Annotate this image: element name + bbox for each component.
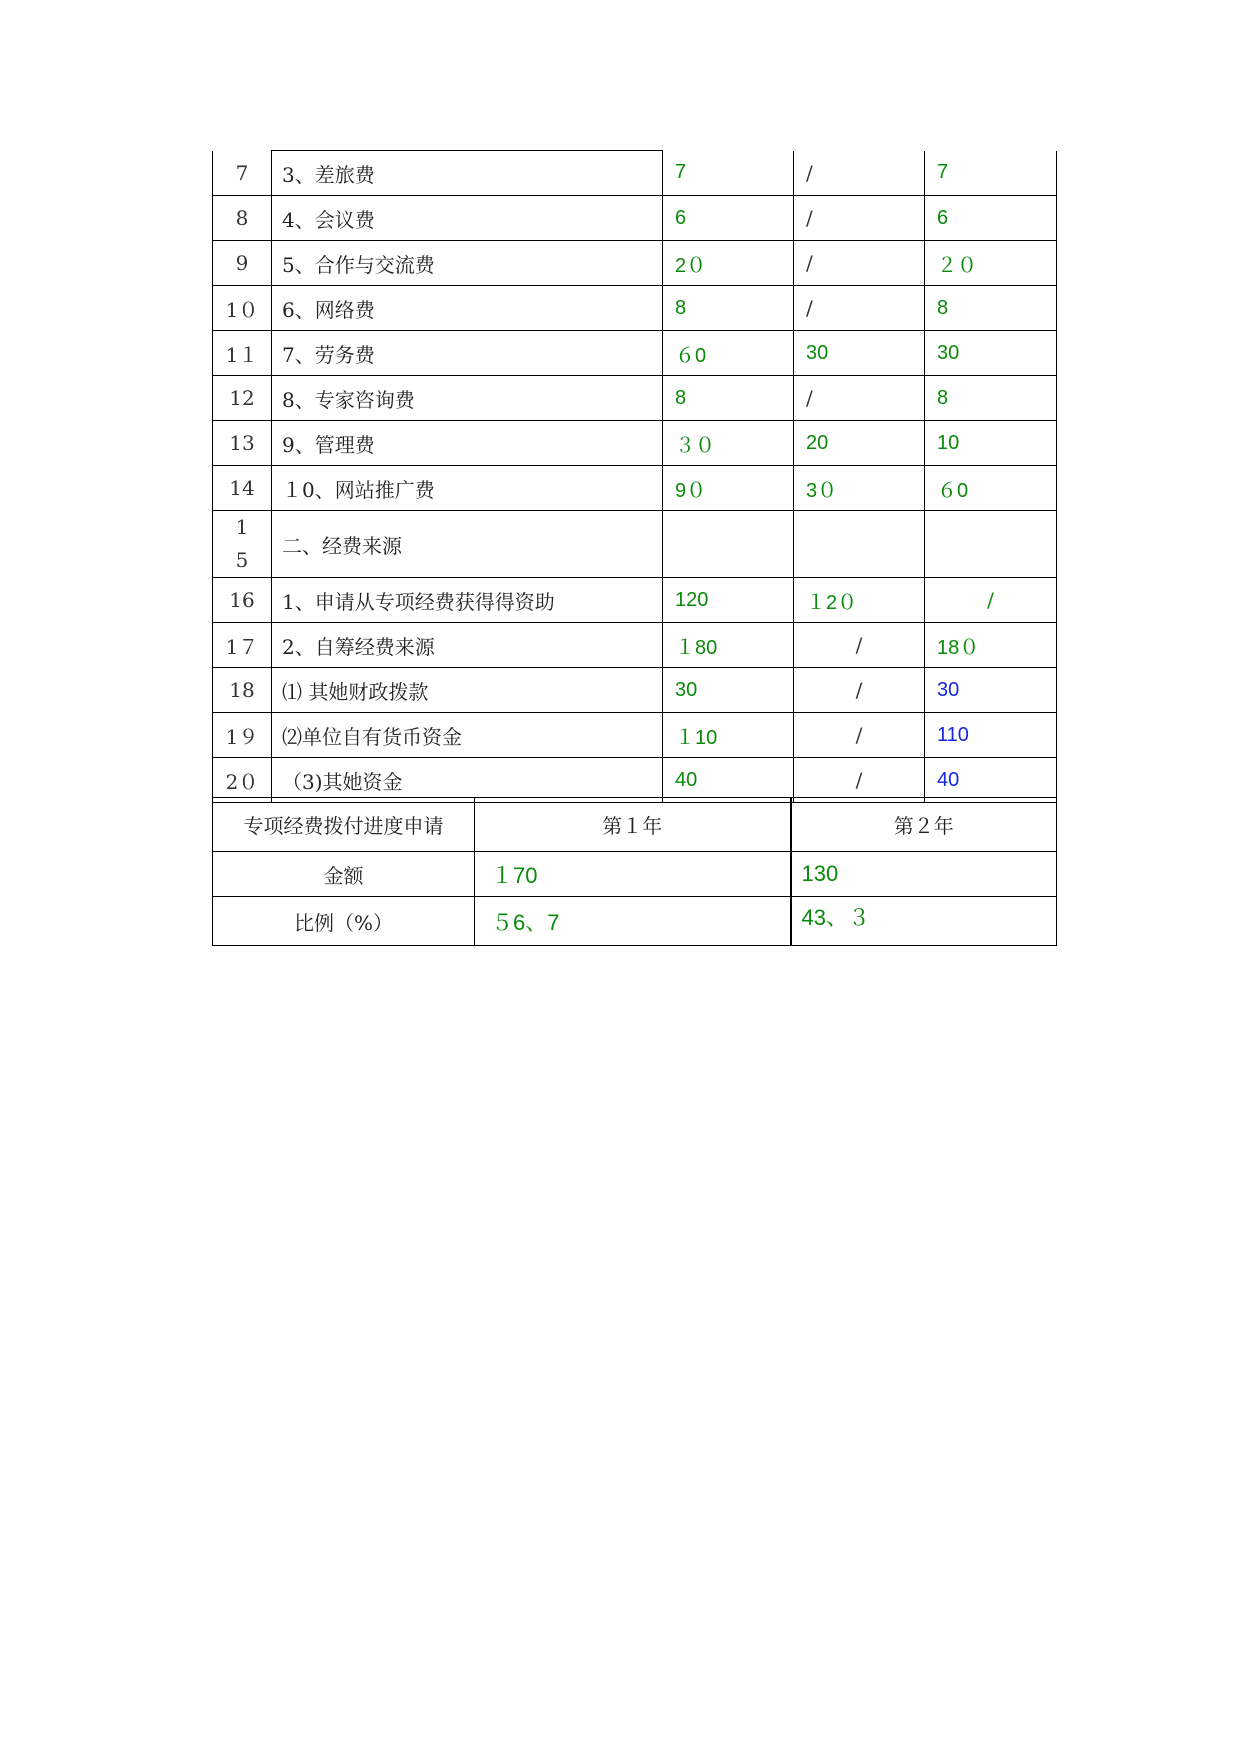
schedule-header-label: 专项经费拨付进度申请	[213, 798, 475, 852]
item-name: １0、网站推广费	[272, 466, 663, 511]
year2-value: 8	[925, 376, 1057, 421]
row-number: 8	[213, 196, 272, 241]
table-row	[213, 286, 1057, 331]
table-row	[213, 668, 1057, 713]
year1-value: 3０	[794, 466, 925, 511]
total-value: １10	[663, 713, 794, 758]
year2-value: 40	[925, 758, 1057, 803]
table-row	[213, 713, 1057, 758]
ratio-year1: ５6、7	[475, 897, 791, 946]
item-name: 3、差旅费	[272, 151, 663, 196]
year2-value: 30	[925, 668, 1057, 713]
row-number: 14	[213, 466, 272, 511]
total-value: 6	[663, 196, 794, 241]
year1-value: /	[794, 668, 925, 713]
year1-value: /	[794, 713, 925, 758]
year1-value: /	[794, 196, 925, 241]
row-number: 18	[213, 668, 272, 713]
year1-value: 30	[794, 331, 925, 376]
row-number: 1７	[213, 623, 272, 668]
total-value: 2０	[663, 241, 794, 286]
year2-value: 7	[925, 151, 1057, 196]
item-name: 9、管理费	[272, 421, 663, 466]
item-name: 7、劳务费	[272, 331, 663, 376]
year1-value: １2０	[794, 578, 925, 623]
year1-value: /	[794, 623, 925, 668]
total-value: ３０	[663, 421, 794, 466]
total-value: 7	[663, 151, 794, 196]
year2-value: 10	[925, 421, 1057, 466]
table-row	[213, 466, 1057, 511]
section-title: 二、经费来源	[272, 511, 663, 578]
amount-year2: 130	[791, 852, 1057, 897]
table-row	[213, 852, 1057, 897]
year2-value: 6	[925, 196, 1057, 241]
row-number: 1０	[213, 286, 272, 331]
table-row	[213, 331, 1057, 376]
total-value: 9０	[663, 466, 794, 511]
year2-value: 30	[925, 331, 1057, 376]
table-row	[213, 578, 1057, 623]
table-row	[213, 421, 1057, 466]
item-name: 6、网络费	[272, 286, 663, 331]
table-row	[213, 897, 1057, 946]
year2-value: 110	[925, 713, 1057, 758]
table-row	[213, 241, 1057, 286]
row-number: 12	[213, 376, 272, 421]
table-row	[213, 151, 1057, 196]
year1-value: /	[794, 376, 925, 421]
year2-value: ６0	[925, 466, 1057, 511]
total-value: ６0	[663, 331, 794, 376]
year1-value: /	[794, 758, 925, 803]
total-value: 8	[663, 376, 794, 421]
ratio-year2: 43、３	[791, 897, 1057, 946]
year2-value: ２０	[925, 241, 1057, 286]
table-row	[213, 798, 1057, 852]
disbursement-schedule-table	[212, 797, 1057, 946]
year2-value	[925, 511, 1057, 578]
row-number: 9	[213, 241, 272, 286]
year2-value: 18０	[925, 623, 1057, 668]
year2-value: 8	[925, 286, 1057, 331]
total-value: 30	[663, 668, 794, 713]
budget-table	[212, 150, 1057, 803]
year2-header: 第２年	[791, 798, 1057, 852]
item-name: 5、合作与交流费	[272, 241, 663, 286]
row-number: 7	[213, 151, 272, 196]
amount-year1: １70	[475, 852, 791, 897]
total-value	[663, 511, 794, 578]
item-name: 4、会议费	[272, 196, 663, 241]
row-number: 1１	[213, 331, 272, 376]
row-number: 13	[213, 421, 272, 466]
row-number: 1 5	[213, 511, 272, 578]
year1-value: /	[794, 151, 925, 196]
total-value: 8	[663, 286, 794, 331]
item-name: 1、申请从专项经费获得得资助	[272, 578, 663, 623]
amount-label: 金额	[213, 852, 475, 897]
year2-value: /	[925, 578, 1057, 623]
row-number: 16	[213, 578, 272, 623]
section-header-row	[213, 511, 1057, 578]
year1-value: /	[794, 241, 925, 286]
row-number: 1９	[213, 713, 272, 758]
year1-header: 第１年	[475, 798, 791, 852]
row-number: 2０	[213, 758, 272, 803]
item-name: （3)其她资金	[272, 758, 663, 803]
year1-value: 20	[794, 421, 925, 466]
ratio-label: 比例（%）	[213, 897, 475, 946]
year1-value	[794, 511, 925, 578]
total-value: 40	[663, 758, 794, 803]
item-name: ⑵单位自有货币资金	[272, 713, 663, 758]
table-row	[213, 196, 1057, 241]
total-value: 120	[663, 578, 794, 623]
table-row	[213, 623, 1057, 668]
year1-value: /	[794, 286, 925, 331]
item-name: ⑴ 其她财政拨款	[272, 668, 663, 713]
total-value: １80	[663, 623, 794, 668]
item-name: 2、自筹经费来源	[272, 623, 663, 668]
item-name: 8、专家咨询费	[272, 376, 663, 421]
table-row	[213, 376, 1057, 421]
table-row	[213, 758, 1057, 803]
